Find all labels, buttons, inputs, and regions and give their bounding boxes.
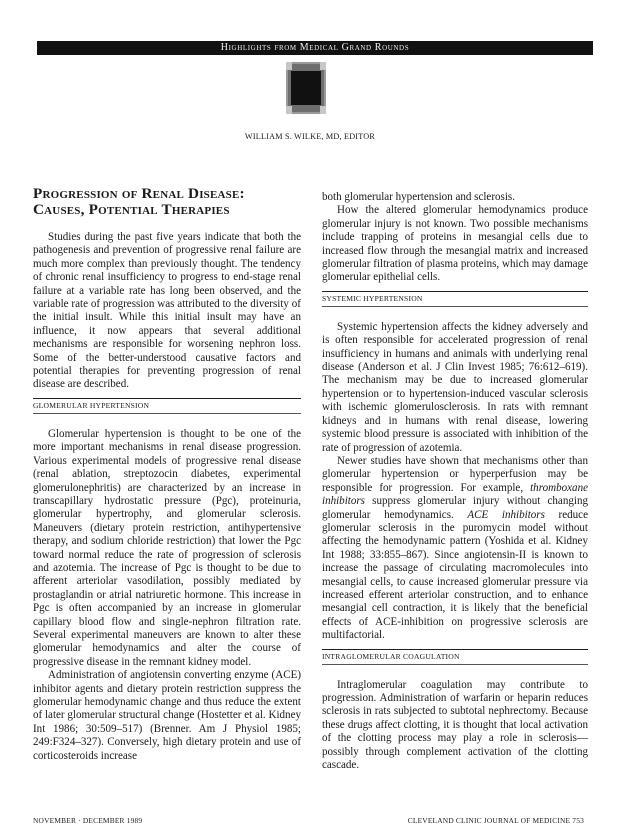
left-column [33,186,301,763]
coagulation-paragraph-1: Intraglomerular coagulation may contribute to progression. Administration of warfarin or heparin reduces sclerosis in rats subjected to subtotal nephrectomy. Because these drugs affect clotting, it is thought that local activation of the clotting process may play a role in sclerosis—possibly through complement activation of the clotting cascade. [322,678,588,772]
systemic-text-e: reduce glomerular sclerosis in the puromycin model without affecting the hemodynamic pattern (Yoshida et al. Kidney Int 1988; 33:855–867). Since angiotensin-II is known to increase the passage of circulating macromolecules into mesangial cells, to cause increased glomerular pressure via increased efferent arteriolar construction, and to enhance mesangial cell contraction, it is likely that the beneficial effects of ACE-inhibition on progressive sclerosis are multifactorial. [322,508,588,642]
glomerular-paragraph-3: both glomerular hypertension and sclerosis. [322,191,515,203]
article-title [33,186,301,218]
glomerular-paragraph-4: How the altered glomerular hemodynamics produce glomerular injury is not known. Two possible mechanisms include trapping of proteins in mesangial cells due to increased flow through the mesangial matrix and increased glomerular filtration of plasma proteins, which may damage glomerular epithelial cells. [322,204,588,284]
section-heading-coagulation: INTRAGLOMERULAR COAGULATION [322,649,588,665]
systemic-paragraph-1: Systemic hypertension affects the kidney adversely and is often responsible for accelerated progression of renal insufficiency in humans and animals with underlying renal disease (Anderson et al. J Clin Invest 1985; 76:612–619). The mechanism may be due to increased glomerular hypertension or to hypertension-induced vascular sclerosis with ischemic glomerulosclerosis. In rats with remnant kidneys and in humans with renal disease, lowering systemic blood pressure is associated with inhibition of the rate of progression of azotemia. [322,320,588,454]
intro-paragraph: Studies during the past five years indicate that both the pathogenesis and prevention of progressive renal failure are much more complex than previously thought. The tendency of chronic renal insufficiency to progress to end-stage renal failure at a variable rate has long been observed, and the variable rate of progression was attributed to the diversity of the initial insult. While this initial insult may have an influence, it now appears that several additional mechanisms are responsible for worsening nephron loss. Some of the better-understood causative factors and potential therapies for preventing progression of renal disease are described. [33,231,301,391]
systemic-paragraph-2 [322,455,588,643]
title-line-1: Progression of Renal Disease: [33,185,245,202]
footer-journal-page: CLEVELAND CLINIC JOURNAL OF MEDICINE 753 [407,816,584,825]
systemic-text-c: suppress glomerular injury without changing glomerular hemodynamics. [322,495,588,521]
editor-credit: WILLIAM S. WILKE, MD, EDITOR [244,132,376,141]
journal-logo [286,62,326,114]
systemic-term-ace: ACE inhibitors [467,508,545,521]
section-banner: Highlights from Medical Grand Rounds [37,41,593,55]
right-column [322,191,588,772]
glomerular-paragraph-2: Administration of angiotensin converting enzyme (ACE) inhibitor agents and dietary protein restriction suppress the glomerular hemodynamic change and thus reduce the extent of later glomerular structural change (Hostetter et al. Kidney Int 1986; 30:509–517) (Brenner. Am J Physiol 1985; 249:F324–327). Conversely, high dietary protein and use of corticosteroids increase [33,669,301,762]
section-heading-systemic: SYSTEMIC HYPERTENSION [322,291,588,307]
systemic-text-a: Newer studies have shown that mechanisms other than glomerular hypertension or hyperperfusion may be responsible for progression. For example, [322,454,588,494]
footer-date: NOVEMBER · DECEMBER 1989 [33,816,143,825]
glomerular-paragraph-1: Glomerular hypertension is thought to be one of the more important mechanisms in renal disease progression. Various experimental models of progressive renal disease (renal ablation, streptozocin diabetes, experimental glomerulonephritis) are characterized by an increase in transcapillary hydrostatic pressure (Pgc), proteinuria, glomerular hypertrophy, and glomerular sclerosis. Maneuvers (dietary protein restriction, antihypertensive therapy, and sodium chloride restriction) that lower the Pgc toward normal reduce the rate of progression of sclerosis and azotemia. The increase of Pgc is thought to be due to afferent arteriolar vasodilation, possibly mediated by prostaglandin or atrial natriuretic hormone. This increase in Pgc is often accompanied by an increase in glomerular capillary blood flow and single-nephron filtration rate. Several experimental maneuvers are known to alter these glomerular hemodynamics and alter the course of progressive disease in the remnant kidney model. [33,427,301,668]
title-line-2: Causes, Potential Therapies [33,201,230,218]
section-heading-glomerular: GLOMERULAR HYPERTENSION [33,398,301,414]
systemic-term-thromboxane: thromboxane inhibitors [322,481,588,508]
